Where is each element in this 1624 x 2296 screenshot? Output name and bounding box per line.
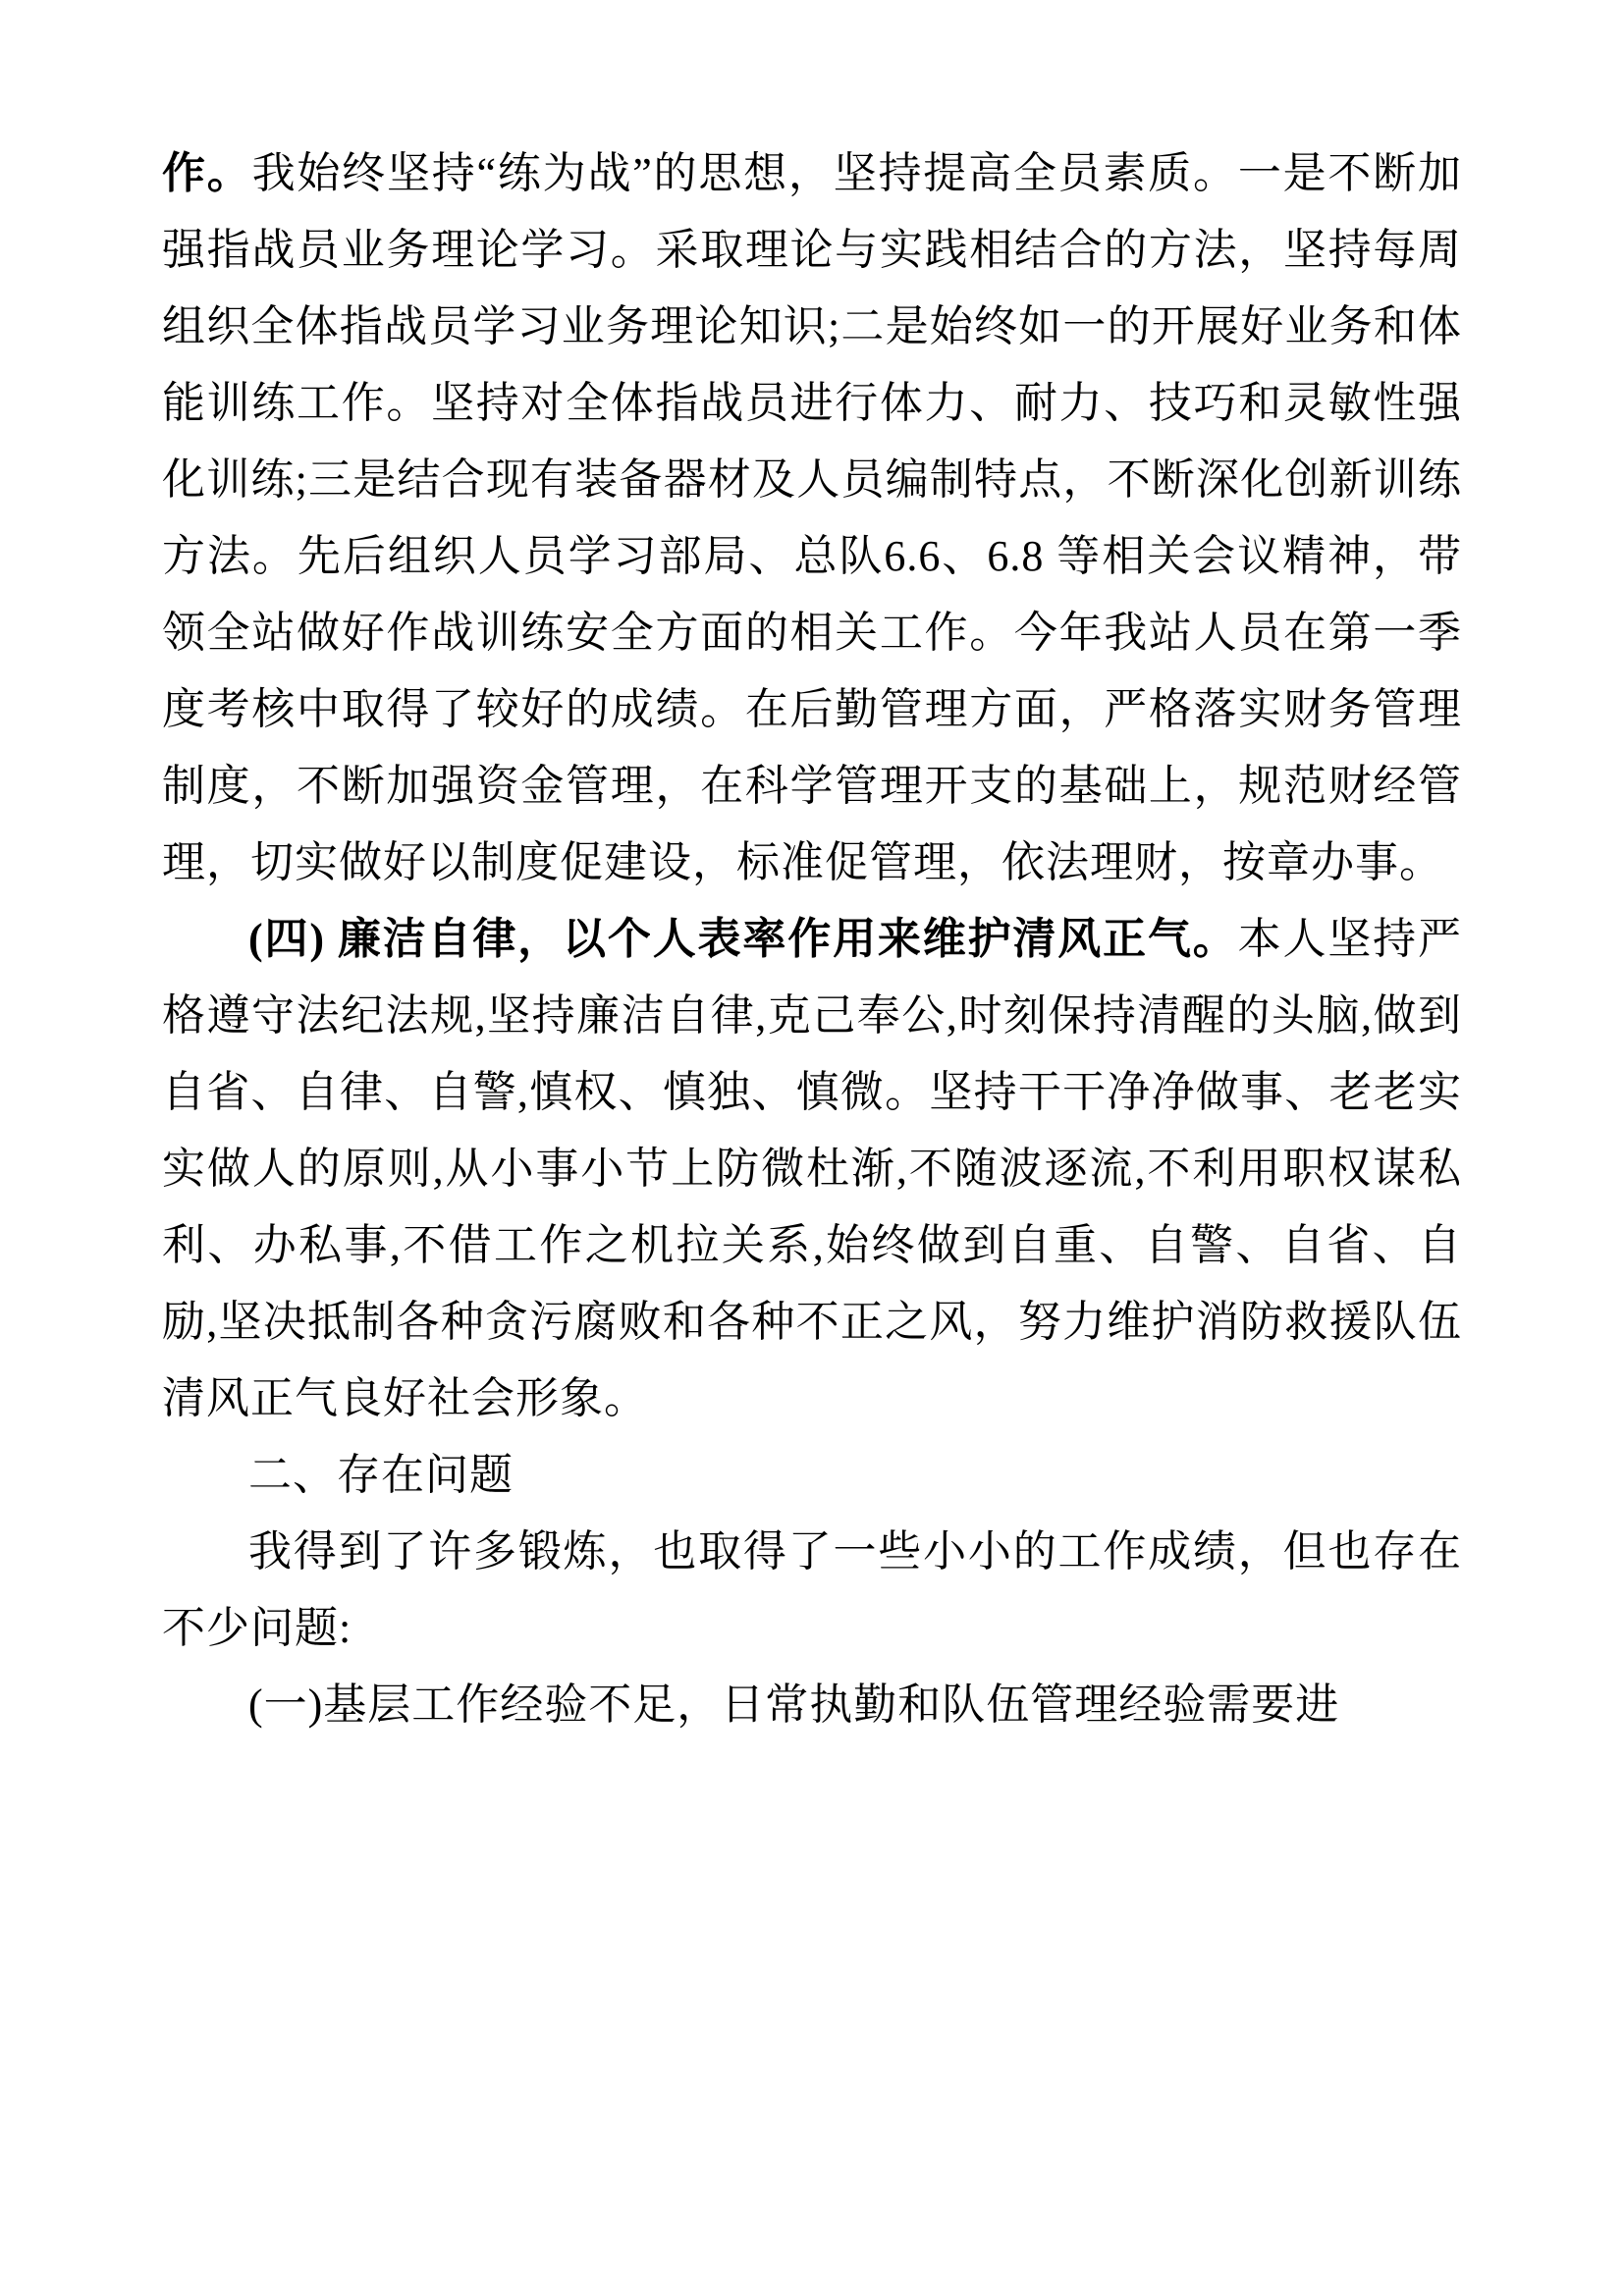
paragraph-continuation	[162, 135, 1462, 901]
paragraph-problem-1	[162, 1667, 1462, 1743]
section-4-text: 本人坚持严格遵守法纪法规,坚持廉洁自律,克己奉公,时刻保持清醒的头脑,做到自省、自律、自警,慎权、慎独、慎微。坚持干干净净做事、老老实实做人的原则,从小事小节上防微杜渐,不随波逐流,不利用职权谋私利、办私事,不借工作之机拉关系,始终做到自重、自警、自省、自励,坚决抵制各种贪污腐败和各种不正之风，努力维护消防救援队伍清风正气良好社会形象。	[162, 915, 1463, 1422]
paragraph-continuation-bold-lead: 作。	[162, 149, 252, 197]
document-body	[162, 135, 1462, 1743]
paragraph-problems-intro	[162, 1514, 1462, 1667]
heading-problems	[162, 1437, 1462, 1514]
paragraph-problems-intro-text: 我得到了许多锻炼，也取得了一些小小的工作成绩，但也存在不少问题:	[162, 1527, 1462, 1652]
section-4-heading: (四) 廉洁自律，以个人表率作用来维护清风正气。	[248, 915, 1238, 963]
paragraph-problem-1-text: (一)基层工作经验不足，日常执勤和队伍管理经验需要进	[248, 1681, 1340, 1729]
heading-problems-text: 二、存在问题	[248, 1451, 514, 1499]
paragraph-section-4	[162, 901, 1462, 1437]
paragraph-continuation-text: 我始终坚持“练为战”的思想，坚持提高全员素质。一是不断加强指战员业务理论学习。采取理论与实践相结合的方法，坚持每周组织全体指战员学习业务理论知识;二是始终如一的开展好业务和体能训练工作。坚持对全体指战员进行体力、耐力、技巧和灵敏性强化训练;三是结合现有装备器材及人员编制特点，不断深化创新训练方法。先后组织人员学习部局、总队6.6、6.8 等相关会议精神，带领全站做好作战训练安全方面的相关工作。今年我站人员在第一季度考核中取得了较好的成绩。在后勤管理方面，严格落实财务管理制度，不断加强资金管理，在科学管理开支的基础上，规范财经管理，切实做好以制度促建设，标准促管理，依法理财，按章办事。	[162, 149, 1463, 886]
